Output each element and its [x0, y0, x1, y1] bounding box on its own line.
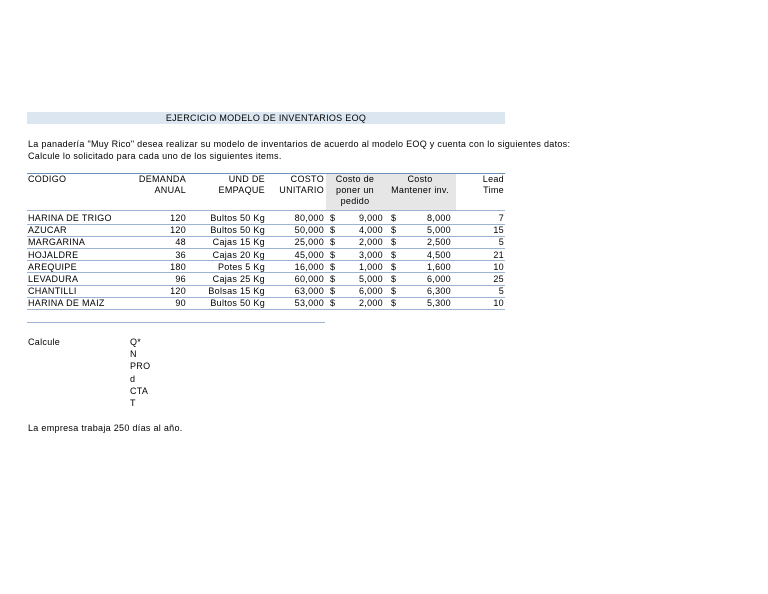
footer-note: La empresa trabaja 250 días al año.: [28, 423, 183, 433]
cell-demanda[interactable]: 36: [175, 249, 186, 260]
cell-costo-pedido[interactable]: 6,000: [358, 286, 383, 297]
cell-currency[interactable]: $: [391, 213, 397, 223]
cell-empaque[interactable]: Cajas 25 Kg: [212, 274, 265, 284]
table-row: [27, 224, 505, 236]
cell-costo[interactable]: 63,000: [294, 286, 324, 297]
table-row: [27, 273, 505, 285]
cell-lead-time[interactable]: 10: [493, 261, 504, 272]
cell-currency[interactable]: $: [391, 249, 397, 260]
calcule-item[interactable]: PRO: [130, 361, 151, 372]
cell-codigo[interactable]: LEVADURA: [28, 274, 79, 284]
table-bottom-border: [27, 322, 325, 323]
table-row: [27, 261, 505, 273]
intro-text-1: La panadería "Muy Rico" desea realizar su modelo de inventarios de acuerdo al modelo EOQ y cuenta con lo siguientes datos:: [28, 139, 571, 149]
header-costo[interactable]: [272, 174, 324, 196]
cell-demanda[interactable]: 120: [170, 213, 186, 223]
header-mantener-l2: Mantener inv.: [391, 185, 449, 195]
cell-costo-mantener[interactable]: 8,000: [426, 213, 451, 223]
header-bottom-border: [27, 210, 505, 211]
cell-costo-pedido[interactable]: 3,000: [358, 249, 383, 260]
header-codigo-label: CODIGO: [28, 174, 67, 184]
cell-demanda[interactable]: 48: [175, 237, 186, 248]
table-row: [27, 285, 505, 297]
cell-currency[interactable]: $: [330, 213, 336, 223]
header-empaque-l2: EMPAQUE: [218, 185, 265, 195]
cell-currency[interactable]: $: [391, 298, 397, 309]
cell-empaque[interactable]: Bultos 50 Kg: [210, 213, 265, 223]
cell-costo[interactable]: 60,000: [294, 274, 324, 284]
intro-text-2: Calcule lo solicitado para cada uno de los siguientes items.: [28, 151, 282, 161]
cell-currency[interactable]: $: [391, 225, 397, 236]
calcule-item[interactable]: CTA: [130, 385, 149, 396]
cell-lead-time[interactable]: 10: [493, 298, 504, 309]
header-demanda-l1: DEMANDA: [138, 174, 186, 184]
calcule-item[interactable]: T: [130, 398, 136, 409]
header-empaque[interactable]: [205, 174, 265, 196]
cell-lead-time[interactable]: 5: [498, 286, 504, 297]
table-row: [27, 212, 505, 224]
header-costo-l2: UNITARIO: [279, 185, 324, 195]
cell-costo[interactable]: 80,000: [294, 213, 324, 223]
cell-costo[interactable]: 53,000: [294, 298, 324, 309]
header-costo-l1: COSTO: [290, 174, 324, 184]
cell-costo-mantener[interactable]: 4,500: [426, 249, 451, 260]
cell-costo-mantener[interactable]: 6,000: [426, 274, 451, 284]
table-row: [27, 236, 505, 248]
row-divider: [27, 309, 505, 310]
table-row: [27, 249, 505, 261]
cell-costo-pedido[interactable]: 1,000: [358, 261, 383, 272]
cell-costo-mantener[interactable]: 2,500: [426, 237, 451, 248]
header-pedido-l3: pedido: [340, 196, 370, 206]
sheet-title: EJERCICIO MODELO DE INVENTARIOS EOQ: [165, 113, 367, 123]
cell-codigo[interactable]: HARINA DE MAIZ: [28, 298, 105, 309]
cell-currency[interactable]: $: [330, 286, 336, 297]
header-lead-l2: Time: [483, 185, 504, 195]
header-costo-pedido[interactable]: [326, 174, 384, 210]
header-lead-l1: Lead: [482, 174, 504, 184]
cell-costo[interactable]: 25,000: [294, 237, 324, 248]
cell-lead-time[interactable]: 25: [493, 274, 504, 284]
cell-codigo[interactable]: HARINA DE TRIGO: [28, 213, 112, 223]
cell-costo-pedido[interactable]: 5,000: [358, 274, 383, 284]
cell-codigo[interactable]: CHANTILLI: [28, 286, 77, 297]
cell-costo[interactable]: 50,000: [294, 225, 324, 236]
cell-costo[interactable]: 45,000: [294, 249, 324, 260]
cell-empaque[interactable]: Bultos 50 Kg: [210, 225, 265, 236]
cell-demanda[interactable]: 96: [175, 274, 186, 284]
cell-codigo[interactable]: AREQUIPE: [28, 261, 77, 272]
cell-currency[interactable]: $: [330, 274, 336, 284]
cell-currency[interactable]: $: [391, 274, 397, 284]
header-empaque-l1: UND DE: [228, 174, 265, 184]
cell-demanda[interactable]: 120: [170, 225, 186, 236]
header-lead-time[interactable]: [460, 174, 504, 196]
cell-currency[interactable]: $: [391, 261, 397, 272]
cell-costo-mantener[interactable]: 1,600: [426, 261, 451, 272]
calcule-item[interactable]: N: [130, 349, 137, 360]
cell-costo-pedido[interactable]: 9,000: [358, 213, 383, 223]
header-demanda[interactable]: [128, 174, 186, 196]
cell-currency[interactable]: $: [330, 298, 336, 309]
calcule-item[interactable]: d: [130, 373, 136, 384]
table-row: [27, 297, 505, 309]
calcule-label: Calcule: [28, 337, 61, 347]
cell-costo[interactable]: 16,000: [294, 261, 324, 272]
cell-codigo[interactable]: HOJALDRE: [28, 249, 79, 260]
cell-codigo[interactable]: AZUCAR: [28, 225, 67, 236]
cell-costo-pedido[interactable]: 2,000: [358, 298, 383, 309]
calcule-item[interactable]: Q*: [130, 337, 142, 347]
cell-currency[interactable]: $: [330, 225, 336, 236]
header-mantener-l1: Costo: [407, 174, 433, 184]
cell-lead-time[interactable]: 5: [498, 237, 504, 248]
header-codigo[interactable]: [28, 174, 66, 185]
cell-empaque[interactable]: Bolsas 15 Kg: [208, 286, 265, 297]
cell-empaque[interactable]: Cajas 20 Kg: [212, 249, 265, 260]
header-pedido-l2: poner un: [336, 185, 374, 195]
cell-costo-pedido[interactable]: 2,000: [358, 237, 383, 248]
cell-costo-mantener[interactable]: 5,000: [426, 225, 451, 236]
cell-costo-mantener[interactable]: 5,300: [426, 298, 451, 309]
cell-currency[interactable]: $: [330, 249, 336, 260]
cell-demanda[interactable]: 90: [175, 298, 186, 309]
cell-currency[interactable]: $: [391, 286, 397, 297]
cell-empaque[interactable]: Potes 5 Kg: [217, 261, 265, 272]
cell-demanda[interactable]: 180: [170, 261, 186, 272]
cell-costo-mantener[interactable]: 6,300: [426, 286, 451, 297]
cell-currency[interactable]: $: [330, 237, 336, 248]
cell-demanda[interactable]: 120: [170, 286, 186, 297]
cell-costo-pedido[interactable]: 4,000: [358, 225, 383, 236]
cell-lead-time[interactable]: 15: [493, 225, 504, 236]
cell-empaque[interactable]: Bultos 50 Kg: [210, 298, 265, 309]
cell-empaque[interactable]: Cajas 15 Kg: [212, 237, 265, 248]
header-demanda-l2: ANUAL: [154, 185, 186, 195]
cell-lead-time[interactable]: 21: [493, 249, 504, 260]
header-pedido-l1: Costo de: [335, 174, 375, 184]
cell-currency[interactable]: $: [391, 237, 397, 248]
cell-currency[interactable]: $: [330, 261, 336, 272]
cell-lead-time[interactable]: 7: [498, 213, 504, 223]
calcule-list: [130, 336, 150, 409]
cell-codigo[interactable]: MARGARINA: [28, 237, 86, 248]
header-costo-mantener[interactable]: [384, 174, 456, 210]
